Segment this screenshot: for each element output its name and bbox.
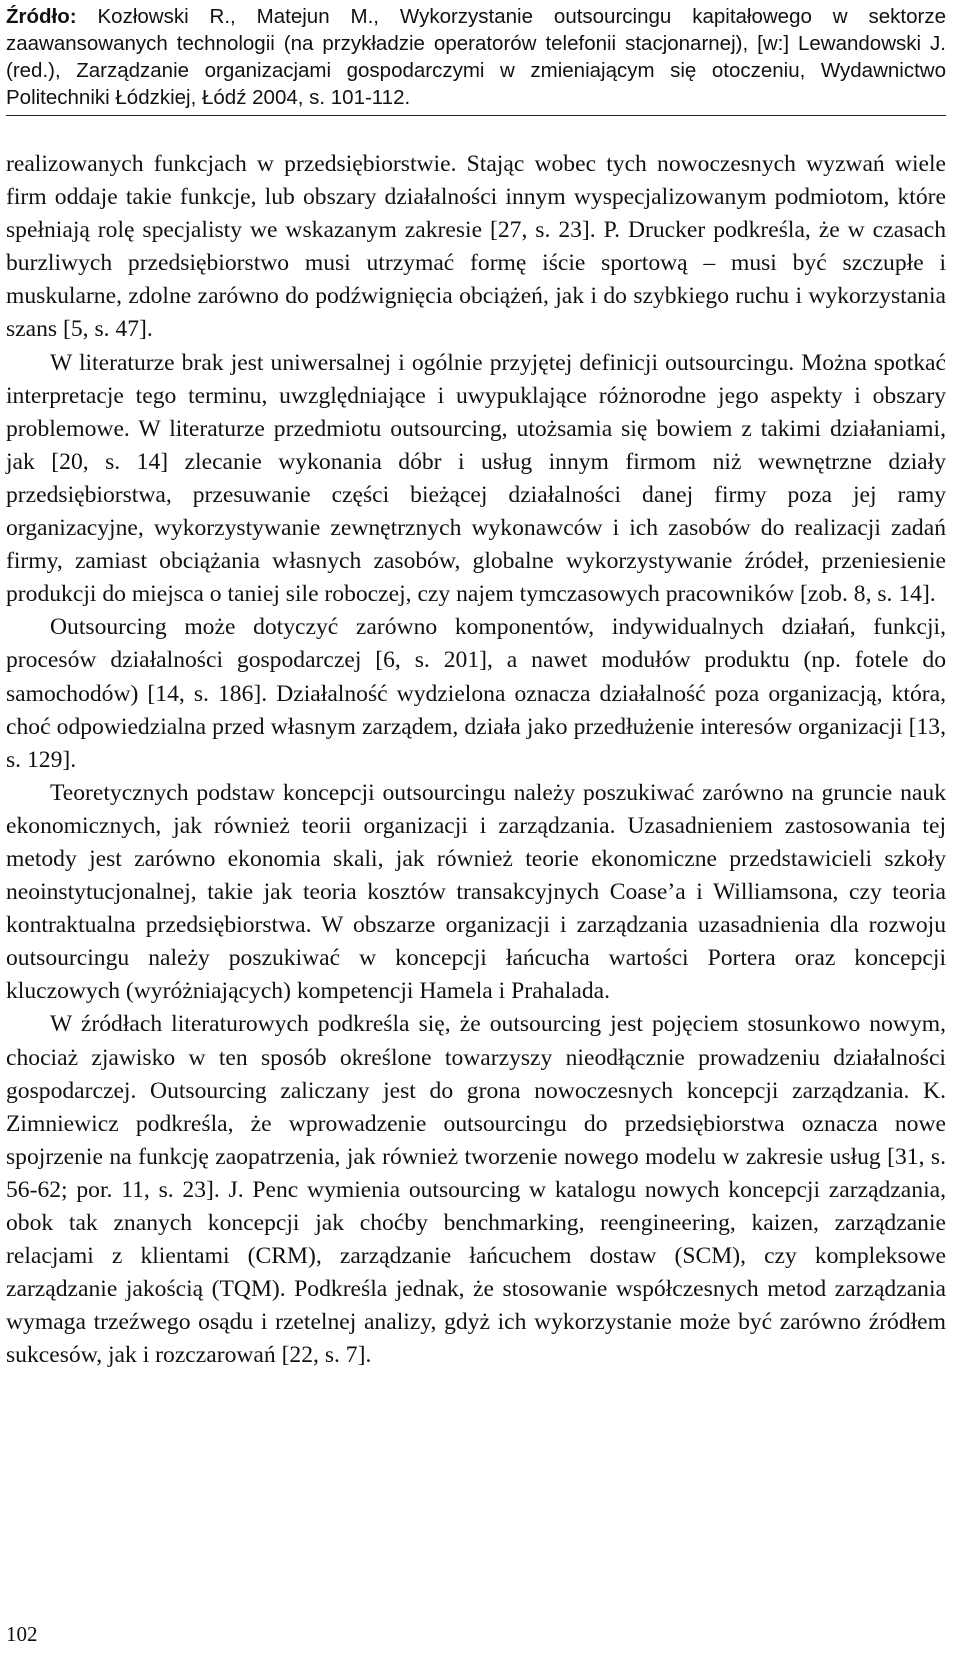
body-text [6,148,946,1372]
paragraph: realizowanych funkcjach w przedsiębiorstwie. Stając wobec tych nowoczesnych wyzwań wiele firm oddaje takie funkcje, lub obszary działalności innym wyspecjalizowanym podmiotom, które spełniają rolę specjalisty we wskazanym zakresie [27, s. 23]. P. Drucker podkreśla, że w czasach burzliwych przedsiębiorstwo musi utrzymać formę iście sportową – musi być szczupłe i muskularne, zdolne zarówno do podźwignięcia obciążeń, jak i do szybkiego ruchu i wykorzystania szans [5, s. 47]. [6,151,946,343]
paragraph: Outsourcing może dotyczyć zarówno komponentów, indywidualnych działań, funkcji, procesów działalności gospodarczej [6, s. 201], a nawet modułów produktu (np. fotele do samochodów) [14, s. 186]. Działalność wydzielona oznacza działalność poza organizacją, która, choć odpowiedzialna przed własnym zarządem, działa jako przedłużenie interesów organizacji [13, s. 129]. [6,614,946,773]
footnote-divider [6,115,946,116]
source-note [6,3,946,111]
source-citation: Kozłowski R., Matejun M., Wykorzystanie outsourcingu kapitałowego w sektorze zaawansowanych technologii (na przykładzie operatorów telefonii stacjonarnej), [w:] Lewandowski J. (red.), Zarządzanie organizacjami gospodarczymi w zmieniającym się otoczeniu, Wydawnictwo Politechniki Łódzkiej, Łódź 2004, s. 101-112. [6,5,946,109]
paragraph: W źródłach literaturowych podkreśla się, że outsourcing jest pojęciem stosunkowo nowym, chociaż zjawisko w ten sposób określone towarzyszy nieodłącznie prowadzeniu działalności gospodarczej. Outsourcing zaliczany jest do grona nowoczesnych koncepcji zarządzania. K. Zimniewicz podkreśla, że wprowadzenie outsourcingu do przedsiębiorstwa oznacza nowe spojrzenie na funkcję zaopatrzenia, jak również tworzenie nowego modelu w zakresie usług [31, s. 56-62; por. 11, s. 23]. J. Penc wymienia outsourcing w katalogu nowych koncepcji zarządzania, obok tak znanych koncepcji jak choćby benchmarking, reengineering, kaizen, zarządzanie relacjami z klientami (CRM), zarządzanie łańcuchem dostaw (SCM), czy kompleksowe zarządzanie jakością (TQM). Podkreśla jednak, że stosowanie współczesnych metod zarządzania wymaga trzeźwego osądu i rzetelnej analizy, gdyż ich wykorzystanie może być zarówno źródłem sukcesów, jak i rozczarowań [22, s. 7]. [6,1011,946,1369]
document-page [6,0,946,1660]
source-label: Źródło: [6,5,77,28]
page-number: 102 [6,1622,38,1646]
paragraph: W literaturze brak jest uniwersalnej i ogólnie przyjętej definicji outsourcingu. Można spotkać interpretacje tego terminu, uwzględniające i uwypuklające różnorodne jego aspekty i obszary problemowe. W literaturze przedmiotu outsourcing, utożsamia się bowiem z takimi działaniami, jak [20, s. 14] zlecanie wykonania dóbr i usług innym firmom niż wewnętrzne działy przedsiębiorstwa, przesuwanie części bieżącej działalności danej firmy poza jej ramy organizacyjne, wykorzystywanie zewnętrznych wykonawców i ich zasobów do realizacji zadań firmy, zamiast obciążania własnych zasobów, globalne wykorzystywanie źródeł, przeniesienie produkcji do miejsca o taniej sile roboczej, czy najem tymczasowych pracowników [zob. 8, s. 14]. [6,349,946,608]
paragraph: Teoretycznych podstaw koncepcji outsourcingu należy poszukiwać zarówno na gruncie nauk ekonomicznych, jak również teorii organizacji i zarządzania. Uzasadnieniem zastosowania tej metody jest zarówno ekonomia skali, jak również teorie ekonomiczne przedstawicieli szkoły neoinstytucjonalnej, takie jak teoria kosztów transakcyjnych Coase’a i Williamsona, czy teoria kontraktualna przedsiębiorstwa. W obszarze organizacji i zarządzania uzasadnienia dla rozwoju outsourcingu należy poszukiwać w koncepcji łańcucha wartości Portera oraz koncepcji kluczowych (wyróżniających) kompetencji Hamela i Prahalada. [6,779,946,1005]
